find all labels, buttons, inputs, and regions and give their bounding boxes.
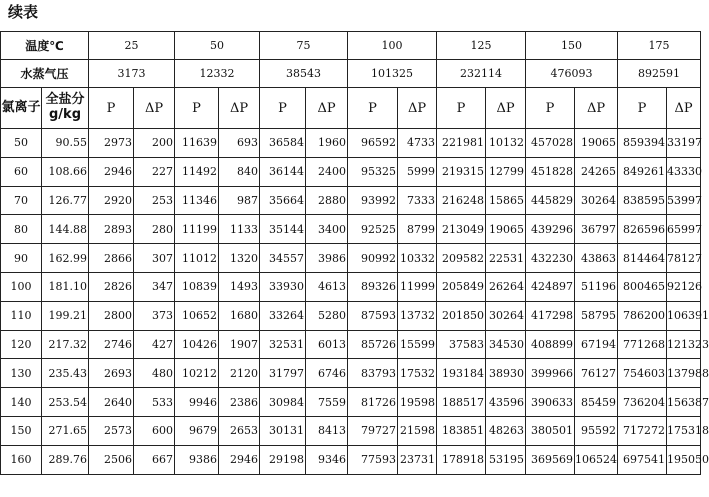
- pressure-subheader: P: [526, 88, 575, 129]
- table-cell: 213049: [437, 215, 486, 244]
- table-cell: 1907: [219, 330, 260, 359]
- temperature-value: 50: [175, 32, 260, 60]
- table-cell: 35144: [260, 215, 306, 244]
- table-cell: 2973: [89, 129, 134, 158]
- table-cell: 137988: [667, 359, 701, 388]
- table-cell: 58795: [575, 301, 618, 330]
- total-salt-cell: 108.66: [42, 157, 89, 186]
- total-salt-cell: 253.54: [42, 388, 89, 417]
- temperature-header-row: [1, 32, 701, 60]
- table-cell: 417298: [526, 301, 575, 330]
- table-cell: 2946: [89, 157, 134, 186]
- table-cell: 9386: [175, 445, 219, 474]
- table-cell: 7559: [306, 388, 348, 417]
- pressure-subheader: P: [260, 88, 306, 129]
- total-salt-column-header: 全盐分 g/kg: [42, 88, 89, 129]
- table-cell: 12799: [486, 157, 526, 186]
- table-cell: 280: [134, 215, 175, 244]
- chloride-cell: 100: [1, 272, 42, 301]
- chloride-column-header: 氯离子: [1, 88, 42, 129]
- table-cell: 85459: [575, 388, 618, 417]
- table-cell: 826596: [618, 215, 667, 244]
- table-cell: 10332: [398, 244, 437, 273]
- table-cell: 2120: [219, 359, 260, 388]
- table-cell: 106391: [667, 301, 701, 330]
- table-cell: 11346: [175, 186, 219, 215]
- table-row: [1, 416, 701, 445]
- temperature-value: 75: [260, 32, 348, 60]
- temperature-value: 150: [526, 32, 618, 60]
- table-cell: 2640: [89, 388, 134, 417]
- pressure-subheader: P: [348, 88, 398, 129]
- table-cell: 1133: [219, 215, 260, 244]
- delta-pressure-subheader: ΔP: [667, 88, 701, 129]
- column-header-row: [1, 88, 701, 129]
- table-cell: 2866: [89, 244, 134, 273]
- table-cell: 253: [134, 186, 175, 215]
- table-row: [1, 215, 701, 244]
- table-cell: 849261: [618, 157, 667, 186]
- table-cell: 8799: [398, 215, 437, 244]
- vapor-pressure-value: 38543: [260, 60, 348, 88]
- table-cell: 30264: [575, 186, 618, 215]
- table-cell: 2506: [89, 445, 134, 474]
- vapor-pressure-value: 3173: [89, 60, 175, 88]
- table-cell: 87593: [348, 301, 398, 330]
- table-cell: 8413: [306, 416, 348, 445]
- chloride-cell: 80: [1, 215, 42, 244]
- total-salt-cell: 271.65: [42, 416, 89, 445]
- table-cell: 221981: [437, 129, 486, 158]
- table-cell: 31797: [260, 359, 306, 388]
- vapor-pressure-value: 12332: [175, 60, 260, 88]
- total-salt-cell: 199.21: [42, 301, 89, 330]
- table-cell: 3400: [306, 215, 348, 244]
- table-cell: 36584: [260, 129, 306, 158]
- table-cell: 17532: [398, 359, 437, 388]
- table-cell: 859394: [618, 129, 667, 158]
- table-cell: 15599: [398, 330, 437, 359]
- table-row: [1, 272, 701, 301]
- table-cell: 216248: [437, 186, 486, 215]
- table-cell: 51196: [575, 272, 618, 301]
- table-cell: 93992: [348, 186, 398, 215]
- table-cell: 2920: [89, 186, 134, 215]
- chloride-cell: 150: [1, 416, 42, 445]
- table-cell: 4733: [398, 129, 437, 158]
- table-cell: 347: [134, 272, 175, 301]
- table-cell: 24265: [575, 157, 618, 186]
- table-cell: 6013: [306, 330, 348, 359]
- table-cell: 200: [134, 129, 175, 158]
- vapor-pressure-label: 水蒸气压: [1, 60, 89, 88]
- delta-pressure-subheader: ΔP: [306, 88, 348, 129]
- table-cell: 156387: [667, 388, 701, 417]
- table-cell: 35664: [260, 186, 306, 215]
- table-cell: 92525: [348, 215, 398, 244]
- table-cell: 10212: [175, 359, 219, 388]
- table-cell: 2826: [89, 272, 134, 301]
- table-cell: 457028: [526, 129, 575, 158]
- temperature-value: 175: [618, 32, 701, 60]
- table-cell: 754603: [618, 359, 667, 388]
- table-cell: 2746: [89, 330, 134, 359]
- table-row: [1, 445, 701, 474]
- total-salt-cell: 181.10: [42, 272, 89, 301]
- table-cell: 21598: [398, 416, 437, 445]
- total-salt-cell: 235.43: [42, 359, 89, 388]
- table-cell: 81726: [348, 388, 398, 417]
- chloride-cell: 130: [1, 359, 42, 388]
- table-cell: 2800: [89, 301, 134, 330]
- table-cell: 390633: [526, 388, 575, 417]
- table-cell: 838595: [618, 186, 667, 215]
- table-cell: 85726: [348, 330, 398, 359]
- table-cell: 2693: [89, 359, 134, 388]
- vapor-pressure-value: 892591: [618, 60, 701, 88]
- table-cell: 3986: [306, 244, 348, 273]
- chloride-cell: 60: [1, 157, 42, 186]
- delta-pressure-subheader: ΔP: [486, 88, 526, 129]
- table-cell: 736204: [618, 388, 667, 417]
- table-cell: 96592: [348, 129, 398, 158]
- table-cell: 800465: [618, 272, 667, 301]
- table-cell: 201850: [437, 301, 486, 330]
- table-cell: 11999: [398, 272, 437, 301]
- table-cell: 11492: [175, 157, 219, 186]
- table-cell: 77593: [348, 445, 398, 474]
- table-cell: 11639: [175, 129, 219, 158]
- table-cell: 38930: [486, 359, 526, 388]
- table-cell: 33197: [667, 129, 701, 158]
- table-cell: 95325: [348, 157, 398, 186]
- table-cell: 175318: [667, 416, 701, 445]
- table-cell: 183851: [437, 416, 486, 445]
- temperature-label: 温度℃: [1, 32, 89, 60]
- table-cell: 10652: [175, 301, 219, 330]
- table-cell: 1320: [219, 244, 260, 273]
- vapor-pressure-table: [0, 31, 709, 475]
- table-row: [1, 244, 701, 273]
- temperature-value: 100: [348, 32, 437, 60]
- total-salt-cell: 162.99: [42, 244, 89, 273]
- pressure-subheader: P: [618, 88, 667, 129]
- table-cell: 4613: [306, 272, 348, 301]
- table-cell: 193184: [437, 359, 486, 388]
- table-cell: 693: [219, 129, 260, 158]
- table-cell: 29198: [260, 445, 306, 474]
- table-cell: 1960: [306, 129, 348, 158]
- table-cell: 15865: [486, 186, 526, 215]
- table-cell: 195050: [667, 445, 701, 474]
- chloride-cell: 110: [1, 301, 42, 330]
- temperature-value: 125: [437, 32, 526, 60]
- table-cell: 424897: [526, 272, 575, 301]
- table-cell: 30131: [260, 416, 306, 445]
- table-cell: 771268: [618, 330, 667, 359]
- table-cell: 451828: [526, 157, 575, 186]
- table-cell: 10132: [486, 129, 526, 158]
- table-cell: 92126: [667, 272, 701, 301]
- table-cell: 445829: [526, 186, 575, 215]
- table-cell: 480: [134, 359, 175, 388]
- table-cell: 432230: [526, 244, 575, 273]
- table-row: [1, 157, 701, 186]
- table-cell: 840: [219, 157, 260, 186]
- table-cell: 427: [134, 330, 175, 359]
- table-cell: 227: [134, 157, 175, 186]
- table-cell: 53997: [667, 186, 701, 215]
- vapor-pressure-value: 232114: [437, 60, 526, 88]
- table-cell: 78127: [667, 244, 701, 273]
- table-cell: 6746: [306, 359, 348, 388]
- table-cell: 67194: [575, 330, 618, 359]
- table-cell: 48263: [486, 416, 526, 445]
- table-cell: 307: [134, 244, 175, 273]
- table-cell: 19065: [575, 129, 618, 158]
- table-cell: 399966: [526, 359, 575, 388]
- table-cell: 79727: [348, 416, 398, 445]
- table-row: [1, 129, 701, 158]
- table-row: [1, 388, 701, 417]
- chloride-cell: 50: [1, 129, 42, 158]
- table-cell: 19065: [486, 215, 526, 244]
- delta-pressure-subheader: ΔP: [219, 88, 260, 129]
- table-cell: 2946: [219, 445, 260, 474]
- table-cell: 188517: [437, 388, 486, 417]
- total-salt-cell: 126.77: [42, 186, 89, 215]
- table-cell: 219315: [437, 157, 486, 186]
- vapor-pressure-header-row: [1, 60, 701, 88]
- table-cell: 2400: [306, 157, 348, 186]
- table-cell: 10426: [175, 330, 219, 359]
- table-cell: 43596: [486, 388, 526, 417]
- table-cell: 987: [219, 186, 260, 215]
- table-cell: 106524: [575, 445, 618, 474]
- table-cell: 439296: [526, 215, 575, 244]
- table-cell: 1680: [219, 301, 260, 330]
- table-cell: 90992: [348, 244, 398, 273]
- table-cell: 33264: [260, 301, 306, 330]
- table-caption: 续表: [8, 3, 39, 21]
- pressure-subheader: P: [175, 88, 219, 129]
- table-row: [1, 359, 701, 388]
- total-salt-cell: 217.32: [42, 330, 89, 359]
- table-row: [1, 186, 701, 215]
- table-cell: 13732: [398, 301, 437, 330]
- table-cell: 83793: [348, 359, 398, 388]
- table-cell: 178918: [437, 445, 486, 474]
- table-cell: 36797: [575, 215, 618, 244]
- chloride-cell: 140: [1, 388, 42, 417]
- table-cell: 5999: [398, 157, 437, 186]
- table-cell: 121323: [667, 330, 701, 359]
- chloride-cell: 90: [1, 244, 42, 273]
- table-cell: 34557: [260, 244, 306, 273]
- table-cell: 43863: [575, 244, 618, 273]
- table-cell: 600: [134, 416, 175, 445]
- table-cell: 697541: [618, 445, 667, 474]
- total-salt-cell: 144.88: [42, 215, 89, 244]
- table-cell: 30984: [260, 388, 306, 417]
- table-cell: 717272: [618, 416, 667, 445]
- table-cell: 33930: [260, 272, 306, 301]
- table-cell: 5280: [306, 301, 348, 330]
- table-cell: 380501: [526, 416, 575, 445]
- vapor-pressure-value: 101325: [348, 60, 437, 88]
- vapor-pressure-value: 476093: [526, 60, 618, 88]
- table-cell: 2653: [219, 416, 260, 445]
- chloride-cell: 70: [1, 186, 42, 215]
- table-cell: 1493: [219, 272, 260, 301]
- table-cell: 53195: [486, 445, 526, 474]
- chloride-cell: 120: [1, 330, 42, 359]
- table-cell: 37583: [437, 330, 486, 359]
- table-cell: 209582: [437, 244, 486, 273]
- table-cell: 2386: [219, 388, 260, 417]
- delta-pressure-subheader: ΔP: [575, 88, 618, 129]
- total-salt-cell: 90.55: [42, 129, 89, 158]
- table-cell: 36144: [260, 157, 306, 186]
- table-cell: 373: [134, 301, 175, 330]
- table-cell: 23731: [398, 445, 437, 474]
- delta-pressure-subheader: ΔP: [134, 88, 175, 129]
- table-row: [1, 330, 701, 359]
- table-cell: 2893: [89, 215, 134, 244]
- table-cell: 11012: [175, 244, 219, 273]
- chloride-cell: 160: [1, 445, 42, 474]
- table-cell: 9679: [175, 416, 219, 445]
- table-cell: 19598: [398, 388, 437, 417]
- table-cell: 533: [134, 388, 175, 417]
- table-cell: 408899: [526, 330, 575, 359]
- table-cell: 9346: [306, 445, 348, 474]
- table-cell: 34530: [486, 330, 526, 359]
- pressure-subheader: P: [89, 88, 134, 129]
- table-cell: 2573: [89, 416, 134, 445]
- table-cell: 2880: [306, 186, 348, 215]
- table-cell: 10839: [175, 272, 219, 301]
- pressure-subheader: P: [437, 88, 486, 129]
- delta-pressure-subheader: ΔP: [398, 88, 437, 129]
- table-cell: 814464: [618, 244, 667, 273]
- temperature-value: 25: [89, 32, 175, 60]
- table-cell: 95592: [575, 416, 618, 445]
- table-cell: 32531: [260, 330, 306, 359]
- table-cell: 43330: [667, 157, 701, 186]
- table-cell: 11199: [175, 215, 219, 244]
- table-cell: 205849: [437, 272, 486, 301]
- table-cell: 9946: [175, 388, 219, 417]
- table-cell: 667: [134, 445, 175, 474]
- table-cell: 369569: [526, 445, 575, 474]
- table-cell: 22531: [486, 244, 526, 273]
- table-cell: 76127: [575, 359, 618, 388]
- table-cell: 89326: [348, 272, 398, 301]
- table-row: [1, 301, 701, 330]
- table-cell: 786200: [618, 301, 667, 330]
- table-cell: 7333: [398, 186, 437, 215]
- table-cell: 65997: [667, 215, 701, 244]
- table-cell: 26264: [486, 272, 526, 301]
- total-salt-cell: 289.76: [42, 445, 89, 474]
- table-cell: 30264: [486, 301, 526, 330]
